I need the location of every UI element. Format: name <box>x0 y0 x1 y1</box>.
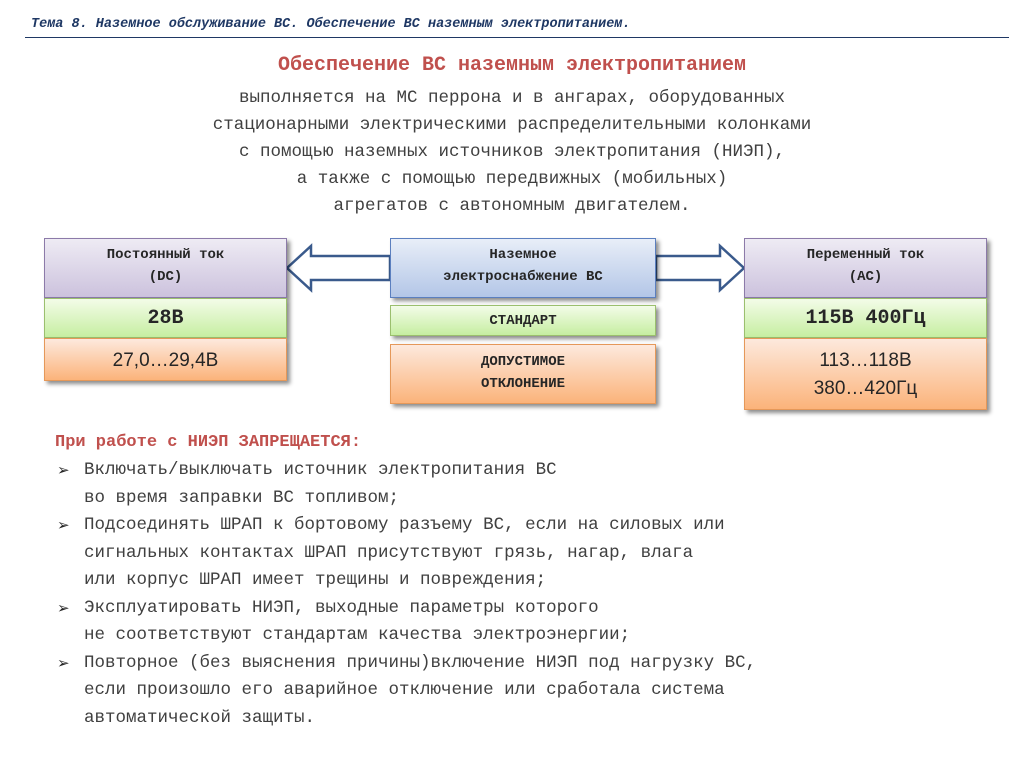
bullet-arrow-icon: ➢ <box>57 653 70 672</box>
intro-line: с помощью наземных источников электропитания (НИЭП), <box>238 142 786 162</box>
list-item-line: или корпус ШРАП имеет трещины и повреждения; <box>84 570 547 590</box>
intro-line: а также с помощью передвижных (мобильных) <box>296 169 728 189</box>
standard-label-box <box>390 305 656 336</box>
right-arrow <box>656 246 744 290</box>
ac-title: Переменный ток <box>806 247 925 263</box>
dc-title-box <box>44 238 287 298</box>
left-arrow <box>287 246 390 290</box>
slide-heading: Обеспечение ВС наземным электропитанием <box>277 54 747 77</box>
dc-range-value: 27,0…29,4В <box>112 350 219 371</box>
ac-voltage-range: 113…118В <box>819 350 912 371</box>
center-title-box <box>390 238 656 298</box>
list-item <box>57 650 1007 733</box>
list-item-line: если произошло его аварийное отключение или сработала система <box>84 680 725 700</box>
intro-line: выполняется на МС перрона и в ангарах, оборудованных <box>238 88 786 108</box>
ac-subtitle: (АС) <box>848 269 883 285</box>
list-item <box>57 457 1007 512</box>
deviation-label: ДОПУСТИМОЕ <box>480 354 565 370</box>
list-item-line: Эксплуатировать НИЭП, выходные параметры которого <box>84 597 599 618</box>
prohibited-list <box>57 457 1007 732</box>
dc-title: Постоянный ток <box>106 247 225 263</box>
intro-line: стационарными электрическими распределительными колонками <box>212 115 812 135</box>
bullet-arrow-icon: ➢ <box>57 516 70 534</box>
list-item <box>57 512 1007 595</box>
intro-line: агрегатов с автономным двигателем. <box>333 196 691 216</box>
dc-standard-value: 28В <box>147 307 184 330</box>
dc-range-box <box>44 338 287 381</box>
standard-label: СТАНДАРТ <box>489 313 557 329</box>
deviation-label-2: ОТКЛОНЕНИЕ <box>480 376 565 392</box>
list-item <box>57 595 1007 650</box>
list-item-line: Включать/выключать источник электропитания ВС <box>84 460 557 480</box>
ac-range-box <box>744 338 987 410</box>
bullet-arrow-icon: ➢ <box>57 461 70 479</box>
prohibited-title: При работе с НИЭП ЗАПРЕЩАЕТСЯ: <box>55 433 362 452</box>
list-item-line: Повторное (без выяснения причины)включение НИЭП под нагрузку ВС, <box>84 652 757 673</box>
ac-standard-box <box>744 298 987 338</box>
ac-standard-value: 115В 400Гц <box>805 307 926 330</box>
center-subtitle: электроснабжение ВС <box>443 269 603 285</box>
topic-header: Тема 8. Наземное обслуживание ВС. Обеспечение ВС наземным электропитанием. <box>31 17 631 32</box>
list-item-line: автоматической защиты. <box>84 707 316 728</box>
ac-frequency-range: 380…420Гц <box>813 378 918 399</box>
dc-subtitle: (DC) <box>148 269 183 285</box>
dc-standard-box <box>44 298 287 338</box>
list-item-line: Подсоединять ШРАП к бортовому разъему ВС, если на силовых или <box>84 515 725 535</box>
list-item-line: сигнальных контактах ШРАП присутствуют грязь, нагар, влага <box>84 542 694 563</box>
center-title: Наземное <box>489 247 557 263</box>
ac-title-box <box>744 238 987 298</box>
bullet-arrow-icon: ➢ <box>57 598 70 617</box>
deviation-label-box <box>390 344 656 404</box>
list-item-line: не соответствуют стандартам качества электроэнергии; <box>84 625 631 645</box>
list-item-line: во время заправки ВС топливом; <box>84 487 400 508</box>
